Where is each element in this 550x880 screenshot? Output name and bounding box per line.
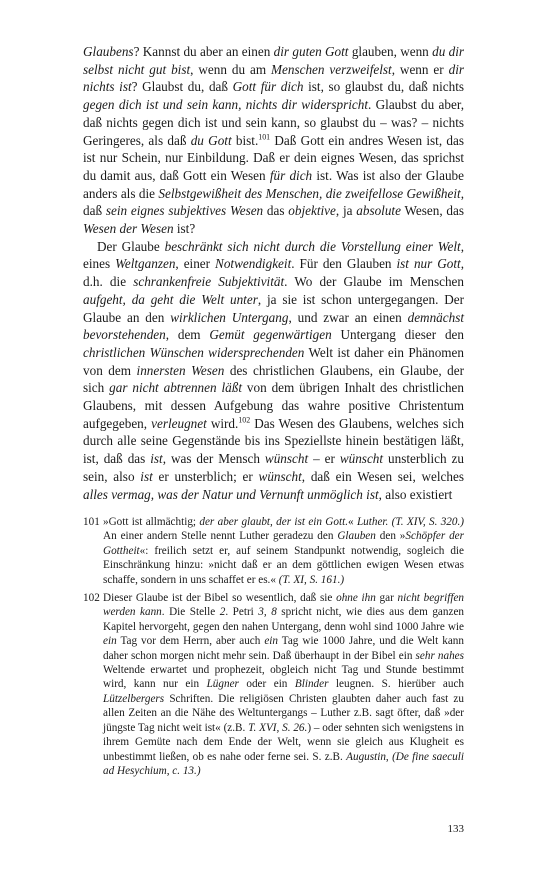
emphasis: ohne ihn bbox=[336, 592, 376, 605]
emphasis: 3, 8 bbox=[258, 606, 277, 619]
emphasis: Weltganzen bbox=[115, 256, 176, 272]
text-run: Wesen, das bbox=[400, 203, 464, 219]
text-run: « bbox=[348, 516, 357, 528]
emphasis: du Gott bbox=[190, 132, 232, 148]
text-run: Tag vor dem Herrn, aber auch bbox=[116, 635, 265, 648]
footnote-number: 102 bbox=[83, 592, 100, 605]
text-run: . Die Stelle bbox=[161, 606, 220, 619]
text-run: Daß Gott ein andres Wesen ist, das ist nur Schein, nur Einbildung. Daß er dein eignes Wesen, das sprichst du damit aus, daß Gott ein Wesen bbox=[83, 132, 464, 183]
text-run: ) – oder sehnten sich wenigstens in ihrem Gemüte nach dem Ende der Welt, wenn sie gleich aus Klugheit es unbestimmt ließen, ob es nahe oder ferne sei. S. z.B. bbox=[103, 721, 464, 763]
paragraph bbox=[83, 238, 464, 504]
emphasis: absolute bbox=[356, 203, 401, 219]
text-run: Das Wesen des Glaubens, welches sich durch alle seine Gegenstände bis ins Speziellste hinein bestätigen läßt, ist, daß das bbox=[83, 415, 464, 467]
text-run: gar bbox=[375, 592, 398, 605]
emphasis: Gott für dich bbox=[232, 79, 304, 95]
emphasis: Wesen der Wesen bbox=[83, 221, 174, 237]
paragraph bbox=[83, 43, 464, 238]
emphasis: schrankenfreie Subjektivität bbox=[133, 274, 285, 290]
text-run: er unsterblich; er bbox=[152, 468, 259, 484]
emphasis: demnächst bevorstehenden bbox=[83, 309, 464, 343]
text-run: den » bbox=[375, 530, 406, 543]
emphasis: Blinder bbox=[294, 678, 329, 691]
emphasis: ist bbox=[140, 468, 153, 484]
emphasis: Notwendigkeit bbox=[215, 256, 292, 272]
emphasis: dir guten Gott bbox=[273, 44, 349, 59]
emphasis: wünscht bbox=[264, 451, 309, 467]
emphasis: gegen dich ist und sein kann, nichts dir widerspricht bbox=[83, 97, 368, 113]
emphasis: nicht begriffen werden kann bbox=[103, 592, 465, 619]
emphasis: (De fine saeculi ad Hesychium, c. 13.) bbox=[103, 750, 464, 777]
text-run: , d.h. die bbox=[83, 256, 464, 290]
text-run: Der Glaube bbox=[97, 238, 165, 254]
footnote-text bbox=[103, 592, 464, 777]
emphasis: sehr nahes bbox=[415, 649, 464, 662]
emphasis: Glauben bbox=[337, 530, 376, 543]
emphasis: Luther. (T. XIV, S. 320.) bbox=[356, 516, 465, 528]
emphasis: (T. XI, S. 161.) bbox=[278, 573, 345, 586]
text-run: , ja bbox=[335, 203, 357, 219]
text-run: Schriften. Die religiösen Christen glaubten daher auch fast zu allen Zeiten an die Nähe des Weltuntergangs – Luther z.B. sagt öfter, daß »der jüngste Tag nicht weit ist« (z.B. bbox=[103, 692, 464, 734]
emphasis: Augustin bbox=[346, 750, 386, 763]
text-run: von dem übrigen Inhalt des christlichen Glaubens, mit dessen Aufgebung das wahre positive Christentum aufgegeben, bbox=[83, 380, 464, 431]
text-run: unsterblich zu sein, also bbox=[83, 451, 465, 484]
emphasis: innersten Wesen bbox=[136, 362, 225, 378]
text-run: , wenn er bbox=[391, 61, 449, 77]
text-run: , bbox=[385, 750, 393, 763]
footnote-ref: 101 bbox=[258, 132, 271, 142]
emphasis: du dir selbst nicht gut bist bbox=[83, 44, 465, 77]
emphasis: Glaubens bbox=[83, 44, 134, 59]
text-run: Welt ist daher ein Phänomen von dem bbox=[83, 344, 465, 378]
text-run: »Gott ist allmächtig; bbox=[103, 516, 200, 528]
text-run: Weltende erwartet und prophezeit, obgleich nicht Tag und Stunde bestimmt wird, kann nur ein bbox=[103, 664, 464, 691]
emphasis: aufgeht, da geht die Welt unter bbox=[83, 291, 258, 307]
footnote bbox=[83, 591, 464, 778]
text-run: ? Kannst du aber an einen bbox=[133, 44, 274, 59]
emphasis: beschränkt sich nicht durch die Vorstellung einer Welt bbox=[164, 238, 461, 254]
text-run: – er bbox=[308, 451, 340, 467]
text-run: , eines bbox=[83, 238, 464, 272]
text-run: «: freilich setzt er, auf seinem Standpunkt notwendig, sogleich die Einschränkung hinzu: »nicht daß er an dem göttlichen ewigen Wesen etwas schaffe, sondern in uns schaffet er es.« bbox=[103, 544, 464, 586]
footnotes bbox=[83, 515, 464, 782]
emphasis: wünscht bbox=[258, 468, 302, 484]
text-run: glauben, wenn bbox=[348, 44, 433, 59]
footnote-number: 101 bbox=[83, 516, 100, 528]
emphasis: T. XVI, S. 26. bbox=[248, 721, 308, 734]
emphasis: Menschen verzweifelst bbox=[271, 61, 392, 77]
text-run: An einer andern Stelle nennt Luther geradezu den bbox=[103, 530, 338, 543]
text-run: , wenn du am bbox=[190, 61, 272, 77]
emphasis: objektive bbox=[288, 203, 336, 219]
text-run: des christlichen Glaubens, ein Glaube, der sich bbox=[83, 362, 464, 396]
text-run: , dem bbox=[165, 327, 210, 343]
emphasis: ein bbox=[264, 635, 279, 648]
emphasis: alles vermag, was der Natur und Vernunft unmöglich ist bbox=[83, 486, 379, 502]
footnote-text bbox=[103, 516, 464, 586]
text-run: . Glaubst du aber, daß nichts gegen dich ist und sein kann, so glaubst du – was? – nichts Geringeres, als daß bbox=[83, 97, 465, 148]
text-run: . Für den Glauben bbox=[291, 256, 397, 272]
text-run: , daß ein Wesen sei, welches bbox=[301, 468, 464, 484]
text-run: , und zwar an einen bbox=[288, 309, 408, 325]
emphasis: christlichen Wünschen widersprechenden bbox=[83, 344, 305, 360]
emphasis: Schöpfer der Gottheit bbox=[103, 530, 464, 557]
text-run: ist? bbox=[173, 221, 196, 237]
text-run: , was der Mensch bbox=[162, 451, 265, 467]
text-run: ? Glaubst du, daß bbox=[131, 79, 233, 95]
emphasis: Lützelbergers bbox=[103, 692, 165, 705]
text-run: , daß bbox=[83, 185, 464, 219]
text-run: , ja sie ist schon untergegangen. Der Glaube an den bbox=[83, 291, 464, 325]
emphasis: Gemüt gegenwärtigen bbox=[209, 327, 332, 343]
emphasis: Selbstgewißheit des Menschen, die zweifellose Gewißheit bbox=[158, 185, 461, 201]
emphasis: sein eignes subjektives Wesen bbox=[105, 203, 264, 219]
text-run: ist, so glaubst du, daß nichts bbox=[303, 79, 464, 95]
emphasis: wirklichen Untergang bbox=[170, 309, 289, 325]
emphasis: der aber glaubt, der ist ein Gott. bbox=[199, 516, 348, 528]
emphasis: gar nicht abtrennen läßt bbox=[109, 380, 243, 396]
text-run: wird. bbox=[206, 415, 239, 431]
text-run: Untergang dieser den bbox=[331, 327, 464, 343]
emphasis: dir nichts ist bbox=[83, 61, 464, 95]
text-run: , einer bbox=[175, 256, 216, 272]
emphasis: wünscht bbox=[339, 451, 384, 467]
text-run: ist. Was ist also der Glaube anders als die bbox=[83, 167, 464, 201]
emphasis: ist bbox=[150, 451, 163, 467]
footnote bbox=[83, 515, 464, 587]
text-run: das bbox=[263, 203, 289, 219]
text-run: Dieser Glaube ist der Bibel so wesentlich, daß sie bbox=[103, 592, 337, 605]
footnote-ref: 102 bbox=[238, 415, 251, 425]
emphasis: ist nur Gott bbox=[396, 256, 461, 272]
text-run: , also existiert bbox=[378, 486, 453, 502]
text-run: Tag wie 1000 Jahre, und die Welt kann daher schon morgen nicht mehr sein. Daß überhaupt in der Bibel ein bbox=[103, 635, 464, 662]
emphasis: Lügner bbox=[206, 678, 239, 691]
text-run: . Petri bbox=[225, 606, 259, 619]
emphasis: 2 bbox=[219, 606, 226, 619]
text-run: bist. bbox=[231, 132, 259, 148]
page-number: 133 bbox=[447, 823, 464, 835]
text-run: . Wo der Glaube im Menschen bbox=[284, 274, 464, 290]
emphasis: für dich bbox=[269, 167, 313, 183]
emphasis: verleugnet bbox=[151, 415, 207, 431]
text-run: oder ein bbox=[238, 678, 295, 691]
text-run: leugnen. S. hierüber auch bbox=[328, 678, 464, 691]
emphasis: ein bbox=[103, 635, 117, 648]
main-text bbox=[83, 43, 464, 503]
text-run: spricht nicht, wie dies aus dem ganzen Kapitel hervorgeht, gegen den nahen Untergang, denn wohl sind 1000 Jahre wie bbox=[103, 606, 465, 633]
